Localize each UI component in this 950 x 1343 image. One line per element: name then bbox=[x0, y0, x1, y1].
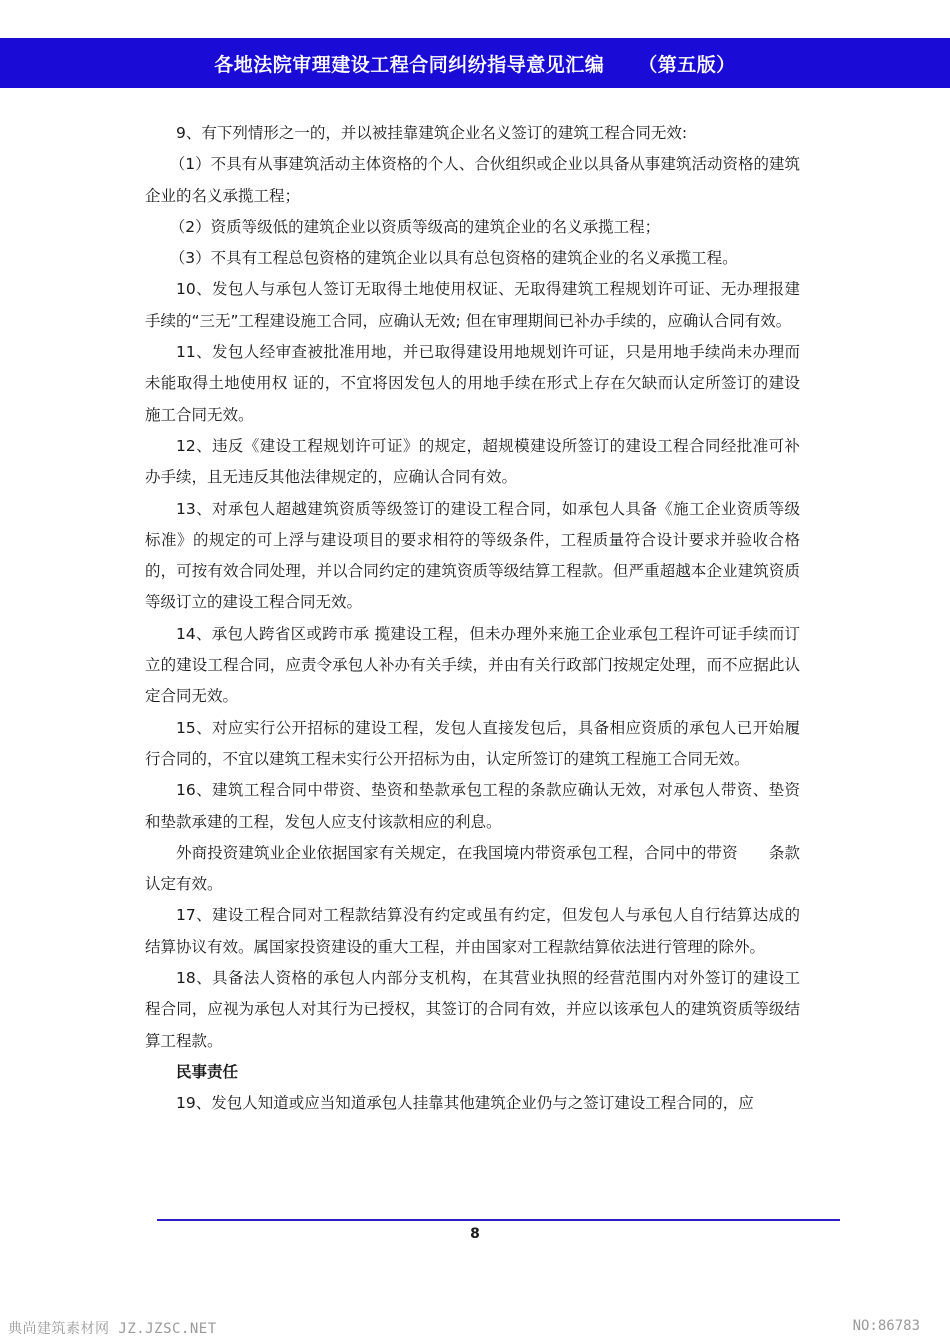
document-title: 各地法院审理建设工程合同纠纷指导意见汇编 bbox=[214, 53, 605, 76]
page-number: 8 bbox=[470, 1226, 480, 1242]
header-bar bbox=[0, 38, 950, 88]
paragraph-15: 15、对应实行公开招标的建设工程，发包人直接发包后，具备相应资质的承包人已开始履行合同的，不宜以建筑工程未实行公开招标为由，认定所签订的建筑工程施工合同无效。 bbox=[145, 718, 800, 768]
paragraph-16: 16、建筑工程合同中带资、垫资和垫款承包工程的条款应确认无效，对承包人带资、垫资和垫款承建的工程，发包人应支付该款相应的利息。 bbox=[145, 781, 800, 831]
paragraph-13: 13、对承包人超越建筑资质等级签订的建设工程合同，如承包人具备《施工企业资质等级标准》的规定的可上浮与建设项目的要求相符的等级条件，工程质量符合设计要求并验收合格的，可按有效合同处理，并以合同约定的建筑资质等级结算工程款。但严重超越本企业建筑资质等级订立的建设工程合同无效。 bbox=[145, 499, 800, 612]
paragraph-18: 18、具备法人资格的承包人内部分支机构，在其营业执照的经营范围内对外签订的建设工程合同，应视为承包人对其行为已授权，其签订的合同有效，并应以该承包人的建筑资质等级结算工程款。 bbox=[145, 969, 800, 1050]
paragraph-11: 11、发包人经审查被批准用地，并已取得建设用地规划许可证，只是用地手续尚未办理而未能取得土地使用权 证的，不宜将因发包人的用地手续在形式上存在欠缺而认定所签订的建设施工合同无效。 bbox=[145, 343, 800, 424]
watermark-site: 典尚建筑素材网 JZ.JZSC.NET bbox=[8, 1321, 217, 1337]
paragraph-9-item-2: （2）资质等级低的建筑企业以资质等级高的建筑企业的名义承揽工程； bbox=[169, 217, 661, 236]
section-heading: 民事责任 bbox=[176, 1062, 239, 1081]
paragraph-10: 10、发包人与承包人签订无取得土地使用权证、无取得建筑工程规划许可证、无办理报建手续的“三无”工程建设施工合同，应确认无效; 但在审理期间已补办手续的，应确认合同有效。 bbox=[145, 280, 800, 330]
paragraph-14: 14、承包人跨省区或跨市承 揽建设工程，但未办理外来施工企业承包工程许可证手续而订立的建设工程合同，应责令承包人补办有关手续，并由有关行政部门按规定处理，而不应据此认定合同无效。 bbox=[145, 624, 800, 706]
footer-divider bbox=[157, 1219, 840, 1221]
paragraph-16-foreign: 外商投资建筑业企业依据国家有关规定，在我国境内带资承包工程，合同中的带资 条款认定有效。 bbox=[145, 843, 800, 894]
paragraph-19: 19、发包人知道或应当知道承包人挂靠其他建筑企业仍与之签订建设工程合同的，应 bbox=[176, 1094, 754, 1113]
paragraph-17: 17、建设工程合同对工程款结算没有约定或虽有约定，但发包人与承包人自行结算达成的结算协议有效。属国家投资建设的重大工程，并由国家对工程款结算依法进行管理的除外。 bbox=[145, 906, 800, 956]
document-body bbox=[145, 118, 800, 1120]
edition-label: （第五版） bbox=[638, 53, 736, 76]
paragraph-12: 12、违反《建设工程规划许可证》的规定，超规模建设所签订的建设工程合同经批准可补办手续，且无违反其他法律规定的，应确认合同有效。 bbox=[145, 436, 800, 487]
paragraph-9-item-3: （3）不具有工程总包资格的建筑企业以具有总包资格的建筑企业的名义承揽工程。 bbox=[169, 249, 738, 268]
paragraph-9-item-1: （1）不具有从事建筑活动主体资格的个人、合伙组织或企业以具备从事建筑活动资格的建筑企业的名义承揽工程； bbox=[145, 155, 800, 205]
paragraph-9: 9、有下列情形之一的，并以被挂靠建筑企业名义签订的建筑工程合同无效: bbox=[176, 124, 688, 142]
watermark-number: NO:86783 bbox=[852, 1318, 920, 1334]
